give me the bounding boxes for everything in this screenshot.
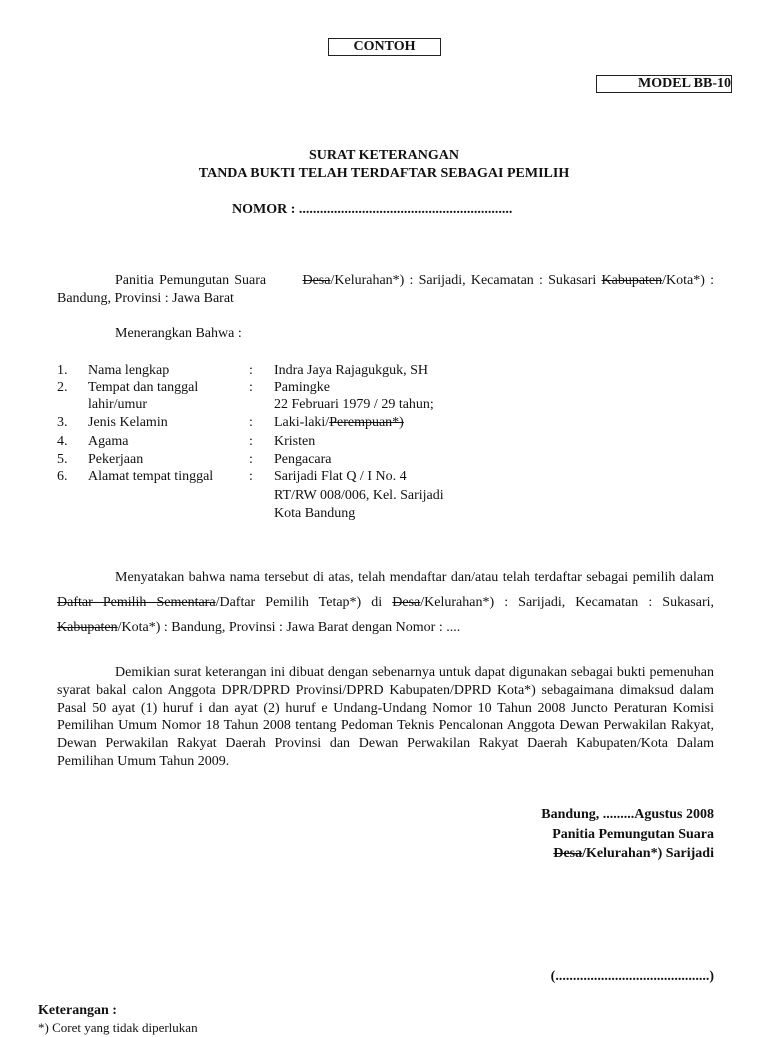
signature-organization: Panitia Pemungutan Suara bbox=[552, 827, 714, 842]
signature-village: Desa/Kelurahan*) Sarijadi bbox=[553, 846, 714, 861]
closing-paragraph: Demikian surat keterangan ini dibuat dengan sebenarnya untuk dapat digunakan sebagai bukti pemenuhan syarat bakal calon Anggota DPR/DPRD Provinsi/DPRD Kabupaten/DPRD Kota*) sebagaimana dimaksud dalam Pasal 50 ayat (1) huruf i dan ayat (2) huruf e Undang-Undang Nomor 10 Tahun 2008 Juncto Peraturan Komisi Pemilihan Umum Nomor 18 Tahun 2008 tentang Pedoman Teknis Pencalonan Anggota Dewan Perwakilan Rakyat, Dewan Perwakilan Rakyat Daerah Provinsi dan Dewan Perwakilan Rakyat Daerah Kabupaten/Kota Dalam Pemilihan Umum Tahun 2009. bbox=[57, 665, 714, 769]
document-number: NOMOR : ............................................................. bbox=[232, 202, 513, 217]
intro-paragraph: Panitia Pemungutan Suara Desa/Kelurahan*) : Sarijadi, Kecamatan : Sukasari Kabupaten/Kota*) : Bandung, Provinsi : Jawa Barat bbox=[57, 273, 715, 306]
menerangkan-text: Menerangkan Bahwa : bbox=[115, 326, 242, 341]
document-subtitle: TANDA BUKTI TELAH TERDAFTAR SEBAGAI PEMILIH bbox=[198, 166, 570, 181]
statement-paragraph: Menyatakan bahwa nama tersebut di atas, telah mendaftar dan/atau telah terdaftar sebagai pemilih dalam Daftar Pemilih Sementara/Daftar Pemilih Tetap*) di Desa/Kelurahan*) : Sarijadi, Kecamatan : Sukasari, Kabupaten/Kota*) : Bandung, Provinsi : Jawa Barat dengan Nomor : .... bbox=[57, 570, 715, 635]
contoh-label: CONTOH bbox=[328, 38, 441, 56]
keterangan-note: *) Coret yang tidak diperlukan bbox=[38, 1020, 198, 1035]
document-title: SURAT KETERANGAN bbox=[308, 148, 459, 163]
model-label: MODEL BB-10 bbox=[596, 75, 732, 93]
keterangan-title: Keterangan : bbox=[38, 1003, 117, 1018]
signature-place-date: Bandung, .........Agustus 2008 bbox=[541, 807, 714, 822]
signature-name-line: (............................................) bbox=[550, 969, 714, 984]
